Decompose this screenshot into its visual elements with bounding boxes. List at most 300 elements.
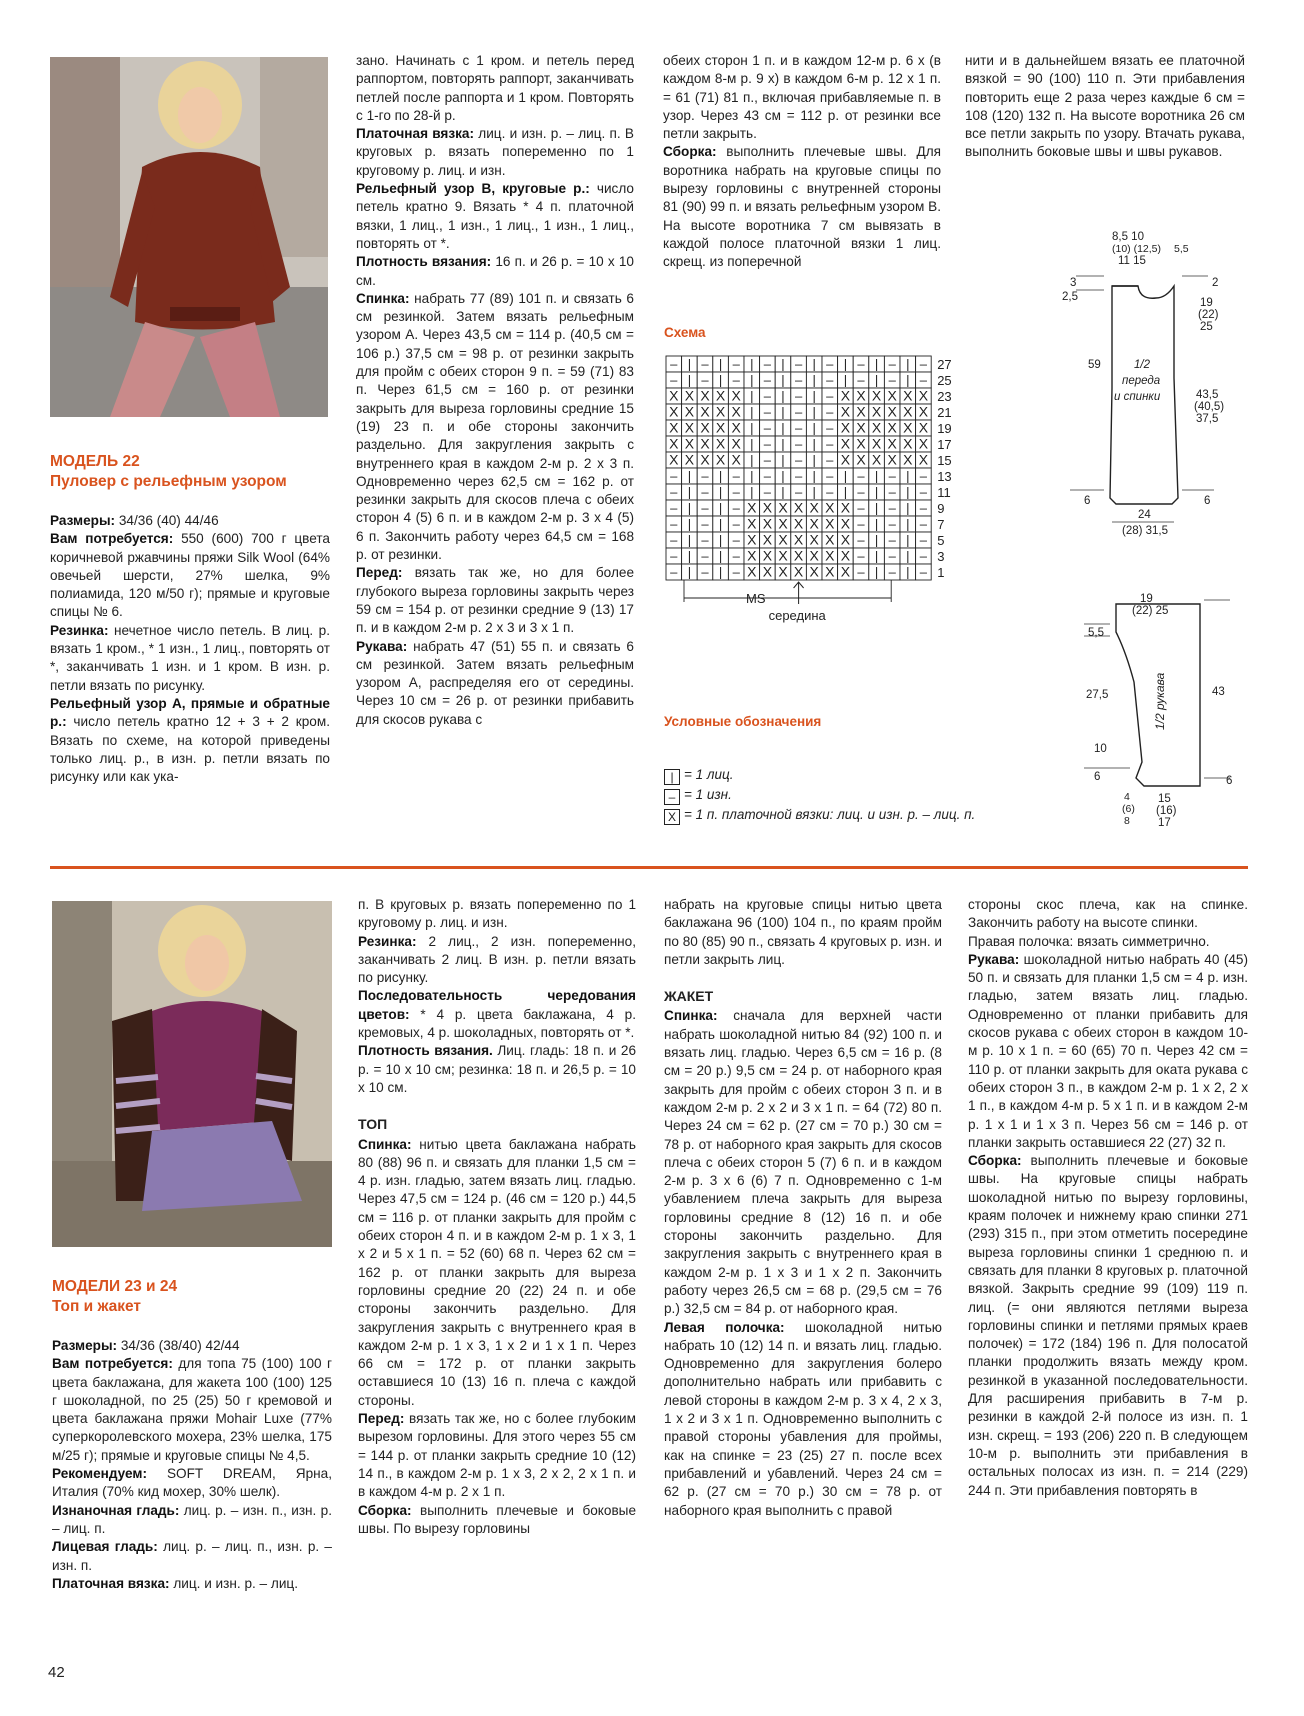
paragraph (50, 530, 330, 621)
paragraph-label: Размеры: (52, 1338, 118, 1353)
scheme-symbol: X (715, 451, 726, 468)
scheme-symbol: | (874, 500, 879, 516)
scheme-symbol: X (825, 499, 835, 516)
scheme-symbol: – (794, 436, 803, 452)
paragraph (358, 987, 636, 1042)
scheme-symbol: | (781, 420, 785, 436)
scheme-symbol: X (825, 515, 835, 532)
scheme-symbol: | (781, 468, 785, 484)
scheme-symbol: | (812, 484, 816, 500)
paragraph-text: шоколадной нитью набрать 40 (45) 50 п. и связать для планки 1,5 см = 4 р. изн. гладью, затем вязать лиц. гладью. Одновременно от планки прибавить для скосов рукава с обеих сторон в каждом 10-м р. 10 х 1 п. = 60 (65) 70 п. Через 42 см = 110 р. от планки закрыть для оката рукава с обеих сторон 3 п., в каждом 2-м р. 1 х 2, 2 х 1 п., в каждом 4-м р. 5 х 1 п. и в каждом 2-м р. 1 х 1 и 1 х 3 п. Через 56 см = 146 р. от планки закрыть оставшиеся 22 (27) 32 п. (968, 951, 1248, 1150)
scheme-symbol: | (750, 372, 754, 388)
body-label3: и спинки (1114, 391, 1161, 403)
scheme-symbol: X (903, 419, 913, 436)
scheme-symbol: X (747, 531, 757, 548)
scheme-symbol: X (840, 387, 851, 404)
paragraph-label: Спинка: (356, 290, 410, 306)
scheme-symbol: – (826, 372, 834, 388)
scheme-symbol: – (888, 548, 896, 564)
scheme-symbol: – (888, 532, 896, 548)
scheme-symbol: X (731, 387, 741, 404)
body-left3: 3 (1070, 277, 1077, 289)
section-divider (50, 866, 1248, 869)
scheme-symbol: – (857, 500, 865, 516)
scheme-symbol: – (701, 484, 709, 500)
scheme-symbol: X (747, 499, 757, 516)
scheme-symbol: X (871, 403, 882, 420)
scheme-symbol: | (843, 484, 848, 500)
paragraph (358, 1502, 636, 1539)
scheme-symbol: | (781, 484, 785, 500)
scheme-symbol: X (747, 563, 757, 580)
body-top2: (10) (12,5) (1112, 243, 1162, 255)
scheme-symbol: – (826, 468, 834, 484)
scheme-symbol: | (843, 468, 848, 484)
paragraph-label: Плотность вязания: (356, 254, 492, 270)
scheme-symbol: | (750, 404, 754, 420)
scheme-symbol: | (687, 548, 692, 564)
scheme-symbol: | (718, 468, 723, 484)
scheme-row-number: 27 (937, 357, 952, 372)
paragraph (358, 933, 636, 988)
scheme-symbol: | (781, 404, 785, 420)
body-armhole: 43,5 (1196, 389, 1219, 401)
paragraph (358, 1410, 636, 1501)
scheme-symbol: – (857, 532, 865, 548)
body-label2: переда (1122, 375, 1161, 387)
body-label1: 1/2 (1134, 359, 1150, 371)
legend-title: Условные обозначения (664, 714, 822, 729)
paragraph (356, 253, 634, 290)
scheme-symbol: X (778, 563, 788, 580)
scheme-symbol: X (871, 419, 882, 436)
scheme-symbol: | (812, 436, 816, 452)
scheme-symbol: | (906, 356, 910, 372)
scheme-symbol: X (856, 435, 866, 452)
scheme-symbol: | (843, 372, 848, 388)
body-width2: (28) 31,5 (1122, 525, 1169, 537)
scheme-ms-label: MS (746, 591, 766, 606)
paragraph-text: вязать так же, но с более глубоким вырезом горловины. Для этого через 55 см = 144 р. от планки закрыть средние 10 (12) 14 п., в каждом 2-м р. 1 х 3, 2 х 2, 2 х 1 п. и в каждом 4-м р. 2 х 1 п. (358, 1411, 636, 1500)
sleeve-bot-l2: (6) (1122, 803, 1135, 815)
scheme-symbol: X (731, 435, 741, 452)
scheme-middle-label: середина (768, 608, 826, 623)
scheme-symbol: X (918, 451, 929, 468)
scheme-symbol: – (701, 532, 709, 548)
scheme-symbol: | (718, 516, 723, 532)
paragraph-text: зано. Начинать с 1 кром. и петель перед раппортом, повторять раппорт, заканчивать петлей после раппорта и 1 кром. Повторять с 1-го по 28-й р. (356, 53, 634, 123)
scheme-symbol: – (670, 564, 678, 580)
scheme-symbol: X (840, 563, 851, 580)
scheme-symbol: X (903, 435, 913, 452)
scheme-symbol: | (874, 548, 879, 564)
scheme-row-number: 25 (937, 373, 952, 388)
scheme-symbol: – (857, 484, 865, 500)
body-armhole2: (40,5) (1194, 401, 1225, 413)
scheme-symbol: X (762, 515, 773, 532)
scheme-symbol: X (793, 499, 804, 516)
paragraph (50, 512, 330, 530)
paragraph-label: Левая полочка: (664, 1319, 785, 1335)
scheme-symbol: – (826, 436, 834, 452)
scheme-symbol: | (906, 372, 910, 388)
scheme-symbol: | (781, 388, 785, 404)
paragraph (664, 1007, 942, 1318)
scheme-symbol: | (687, 484, 692, 500)
model-23-24-col1 (52, 1337, 332, 1593)
body-top-r: 5,5 (1174, 243, 1189, 255)
scheme-symbol: – (763, 484, 772, 500)
paragraph-text: 16 п. и 26 р. = 10 х 10 см. (356, 254, 634, 288)
paragraph (50, 622, 330, 695)
paragraph-text: лиц. и изн. р. – лиц. (169, 1575, 298, 1591)
scheme-symbol: X (715, 419, 726, 436)
scheme-symbol: – (826, 356, 834, 372)
paragraph-label: Спинка: (664, 1008, 718, 1024)
paragraph (663, 143, 941, 271)
scheme-symbol: – (826, 420, 834, 436)
scheme-symbol: | (718, 500, 723, 516)
paragraph-text: лиц. р. – изн. п., изн. р. – лиц. п. (52, 1502, 332, 1536)
scheme-symbol: – (701, 468, 709, 484)
scheme-symbol: | (687, 356, 692, 372)
scheme-symbol: X (809, 563, 819, 580)
scheme-symbol: – (763, 372, 772, 388)
paragraph-text: нитью цвета баклажана набрать 80 (88) 96 п. и связать для планки 1,5 см = 4 р. изн. гладью, затем вязать лиц. гладью. Через 47,5 см = 124 р. (46 см = 120 р.) 44,5 см = 116 р. от планки закрыть для пройм с обеих сторон 4 п. и в каждом 2-м р. 1 х 3, 1 х 2 и 5 х 1 п. = 52 (60) 68 п. Через 62 см = 162 р. от планки закрыть для выреза горловины средние 20 (22) 24 п. и обе стороны закончить раздельно. Для закругления закрыть с внутреннего края в каждом 2-м р. 1 х 3, 1 х 2 и 1 х 1 п. Через 66 см = 172 р. от планки закрыть оставшиеся 10 (13) 16 п. плеча с каждой стороны. (358, 1136, 636, 1408)
scheme-symbol: – (919, 356, 928, 372)
scheme-symbol: – (794, 372, 803, 388)
scheme-symbol: X (669, 435, 679, 452)
model-22-photo (50, 57, 328, 417)
scheme-symbol: | (781, 356, 785, 372)
scheme-symbol: | (906, 532, 910, 548)
model-22-title: МОДЕЛЬ 22 (50, 453, 140, 470)
scheme-row-number: 21 (937, 405, 952, 420)
body-right2: 2 (1212, 277, 1219, 289)
paragraph-label: Рукава: (968, 951, 1020, 967)
scheme-symbol: – (919, 484, 928, 500)
scheme-symbol: X (762, 499, 773, 516)
paragraph-label: Рукава: (356, 638, 408, 654)
scheme-symbol: – (919, 548, 928, 564)
legend-text: = 1 п. платочной вязки: лиц. и изн. р. – лиц. п. (684, 807, 976, 822)
paragraph-text: выполнить плечевые и боковые швы. По вырезу горловины (358, 1502, 636, 1536)
sleeve-bot-r3: 17 (1158, 817, 1171, 829)
scheme-symbol: X (840, 403, 851, 420)
paragraph (52, 1538, 332, 1575)
scheme-symbol: – (888, 468, 896, 484)
scheme-symbol: X (778, 515, 788, 532)
paragraph-text: выполнить плечевые швы. Для воротника набрать на круговые спицы по вырезу горловины с внутренней стороны 81 (90) 99 п. и вязать рельефным узором В. На высоте воротника 7 см вывязать в каждой полосе платочной вязки 1 лиц. скрещ. из поперечной (663, 144, 941, 270)
scheme-symbol: X (809, 547, 819, 564)
scheme-symbol: | (843, 356, 848, 372)
model-22-subtitle: Пуловер с рельефным узором (50, 473, 287, 490)
scheme-row-number: 5 (937, 533, 945, 548)
scheme-symbol: X (809, 515, 819, 532)
scheme-symbol: X (778, 499, 788, 516)
legend-row (664, 765, 975, 785)
scheme-symbol: – (888, 516, 896, 532)
scheme-row-number: 7 (937, 517, 945, 532)
scheme-symbol: X (700, 387, 710, 404)
scheme-symbol: – (857, 356, 865, 372)
scheme-symbol: | (906, 548, 910, 564)
scheme-symbol: X (825, 563, 835, 580)
scheme-symbol: – (670, 532, 678, 548)
scheme-row-number: 1 (937, 565, 945, 580)
section-heading: ЖАКЕТ (664, 988, 714, 1005)
scheme-row-number: 9 (937, 501, 945, 516)
model-22-col3 (663, 52, 941, 272)
scheme-symbol: – (732, 532, 740, 548)
scheme-symbol: | (750, 388, 754, 404)
paragraph-text: п. В круговых р. вязать попеременно по 1 круговому р. лиц. и изн. (358, 897, 636, 931)
scheme-symbol: – (763, 436, 772, 452)
paragraph-label: Перед: (358, 1411, 405, 1427)
body-rib-r: 6 (1204, 495, 1211, 507)
sleeve-rib-r: 6 (1226, 775, 1233, 787)
sleeve-bot-l: 4 (1124, 791, 1130, 803)
model-23-24-col2 (358, 896, 636, 1538)
model-22-photo-art (50, 57, 328, 417)
scheme-symbol: | (718, 564, 723, 580)
scheme-symbol: | (812, 452, 816, 468)
section-heading: ТОП (358, 1116, 388, 1133)
scheme-symbol: | (718, 532, 723, 548)
scheme-symbol: X (715, 387, 726, 404)
paragraph (663, 52, 941, 143)
scheme-symbol: X (856, 451, 866, 468)
sleeve-label: 1/2 рукава (1153, 672, 1167, 730)
scheme-symbol: – (826, 404, 834, 420)
scheme-symbol: – (732, 372, 740, 388)
scheme-symbol: X (840, 531, 851, 548)
paragraph-text: число петель кратно 12 + 3 + 2 кром. Вязать по схеме, на которой приведены только лиц. р., в изн. р. петли вязать по рисунку или как ука- (50, 714, 330, 785)
scheme-symbol: | (812, 420, 816, 436)
scheme-symbol: X (731, 419, 741, 436)
sleeve-bot-r2: (16) (1156, 805, 1177, 817)
scheme-symbol: X (778, 547, 788, 564)
body-height: 59 (1088, 359, 1101, 371)
scheme-symbol: X (793, 563, 804, 580)
paragraph (356, 638, 634, 729)
scheme-symbol: – (763, 420, 772, 436)
paragraph-text: обеих сторон 1 п. и в каждом 12-м р. 6 х (в каждом 8-м р. 9 х) в каждом 6-м р. 12 х 1 п. = 61 (71) 81 п., включая прибавляемые п. в узор. Через 43 см = 112 р. от резинки все петли закрыть. (663, 53, 941, 142)
sleeve-bot-l3: 8 (1124, 815, 1130, 827)
legend-symbol: – (664, 789, 680, 805)
scheme-symbol: | (687, 372, 692, 388)
paragraph-label: Рельефный узор А, прямые и обратные р.: (50, 695, 330, 730)
paragraph-label: Сборка: (358, 1502, 412, 1518)
scheme-symbol: X (793, 531, 804, 548)
paragraph (356, 564, 634, 637)
scheme-symbol: | (874, 564, 879, 580)
scheme-symbol: – (763, 356, 772, 372)
scheme-symbol: – (670, 548, 678, 564)
paragraph-label: Вам потребуется: (52, 1356, 173, 1372)
scheme-symbol: – (763, 404, 772, 420)
scheme-symbol: X (684, 451, 695, 468)
legend-text: = 1 изн. (684, 787, 732, 802)
scheme-symbol: – (732, 500, 740, 516)
scheme-symbol: | (750, 484, 754, 500)
scheme-symbol: – (888, 500, 896, 516)
scheme-symbol: | (781, 372, 785, 388)
sleeve-top2: (22) 25 (1132, 605, 1169, 617)
scheme-symbol: – (919, 372, 928, 388)
scheme-symbol: X (840, 499, 851, 516)
scheme-symbol: X (778, 531, 788, 548)
body-rs2: (22) (1198, 309, 1219, 321)
scheme-symbol: X (825, 531, 835, 548)
paragraph (356, 180, 634, 253)
paragraph-text: Лиц. гладь: 18 п. и 26 р. = 10 х 10 см; резинка: 18 п. и 26,5 р. = 10 х 10 см. (358, 1043, 637, 1095)
paragraph (358, 1136, 636, 1410)
scheme-symbol: – (794, 420, 803, 436)
scheme-symbol: – (857, 468, 865, 484)
paragraph-label: Сборка: (968, 1153, 1022, 1169)
scheme-symbol: – (794, 468, 803, 484)
scheme-symbol: X (747, 547, 757, 564)
sleeve-pattern-diagram (1080, 592, 1260, 832)
scheme-symbol: X (903, 451, 913, 468)
scheme-symbol: – (670, 516, 678, 532)
scheme-symbol: – (701, 356, 709, 372)
scheme-symbol: | (687, 500, 692, 516)
scheme-symbol: – (732, 516, 740, 532)
scheme-symbol: – (701, 372, 709, 388)
scheme-symbol: X (918, 435, 929, 452)
model-23-24-photo-art (52, 901, 332, 1247)
paragraph (968, 951, 1248, 1152)
paragraph-text: 2 лиц., 2 изн. попеременно, заканчивать 2 лиц. В изн. р. петли вязать по рисунку. (358, 933, 636, 986)
paragraph-label: Лицевая гладь: (52, 1539, 158, 1555)
paragraph-label: Спинка: (358, 1136, 412, 1152)
scheme-symbol: | (781, 452, 785, 468)
model-22-col4 (965, 52, 1245, 162)
scheme-symbol: X (715, 403, 726, 420)
scheme-symbol: | (750, 452, 754, 468)
scheme-symbol: – (763, 468, 772, 484)
scheme-symbol: | (812, 404, 816, 420)
scheme-symbol: X (731, 403, 741, 420)
paragraph (52, 1465, 332, 1502)
paragraph (664, 1319, 942, 1520)
scheme-symbol: – (826, 484, 834, 500)
scheme-symbol: X (887, 403, 897, 420)
scheme-symbol: X (669, 451, 679, 468)
model-23-24-photo (52, 901, 332, 1247)
scheme-row-number: 19 (937, 421, 952, 436)
scheme-symbol: X (840, 451, 851, 468)
paragraph-text: набрать 77 (89) 101 п. и связать 6 см резинкой. Затем вязать рельефным узором А. Через 43,5 см = 114 р. (40,5 см = 106 р.) 37,5 см = 98 р. от резинки закрыть для пройм с обеих сторон 9 п. = 59 (71) 83 п. Через 61,5 см = 160 р. от резинки закрыть для выреза горловины средние 15 (19) 23 п. и обе стороны закончить раздельно. Для закругления закрыть с внутреннего края в каждом 2-м р. 2 х 3 п. Одновременно через 62,5 см = 162 р. от резинки закрыть для скосов плеча с обеих сторон 4 (5) 6 п. и в каждом 2-м р. 3 х 4 (5) 6 п. Закончить работу через 64,5 см = 168 р. от резинки. (356, 290, 634, 563)
scheme-symbol: | (812, 356, 816, 372)
paragraph (356, 52, 634, 125)
scheme-symbol: X (887, 451, 897, 468)
scheme-symbol: – (732, 468, 740, 484)
paragraph (968, 933, 1248, 951)
paragraph (52, 1337, 332, 1355)
scheme-symbol: – (794, 452, 803, 468)
scheme-symbol: – (701, 516, 709, 532)
sleeve-total: 43 (1212, 686, 1225, 698)
scheme-symbol: X (840, 547, 851, 564)
scheme-symbol: X (684, 387, 695, 404)
paragraph-label: Резинка: (358, 933, 417, 949)
scheme-symbol: X (762, 531, 773, 548)
scheme-symbol: | (687, 532, 692, 548)
scheme-symbol: – (670, 484, 678, 500)
scheme-middle-arrow (794, 582, 804, 604)
paragraph (52, 1355, 332, 1465)
scheme-symbol: – (919, 564, 928, 580)
scheme-symbol: | (874, 468, 879, 484)
sleeve-rib-l: 6 (1094, 771, 1101, 783)
legend-row (664, 805, 975, 825)
model-22-col2 (356, 52, 634, 729)
paragraph-label: Платочная вязка: (356, 126, 475, 142)
scheme-symbol: | (874, 356, 879, 372)
scheme-symbol: X (887, 387, 897, 404)
paragraph (356, 290, 634, 564)
scheme-symbol: – (857, 516, 865, 532)
scheme-title: Схема (664, 325, 706, 340)
scheme-symbol: – (794, 356, 803, 372)
scheme-symbol: X (700, 419, 710, 436)
scheme-symbol: | (874, 372, 879, 388)
body-width: 24 (1138, 509, 1151, 521)
paragraph-text: лиц. р. – лиц. п., изн. р. – изн. п. (52, 1539, 332, 1573)
scheme-symbol: X (840, 435, 851, 452)
paragraph (358, 1042, 636, 1097)
paragraph-label: Плотность вязания. (358, 1043, 493, 1059)
scheme-symbol: X (871, 435, 882, 452)
sleeve-lower: 10 (1094, 743, 1107, 755)
scheme-symbol: X (669, 419, 679, 436)
scheme-symbol: X (669, 403, 679, 420)
scheme-symbol: X (918, 403, 929, 420)
paragraph-label: Рекомендуем: (52, 1466, 148, 1482)
scheme-symbol: | (906, 500, 910, 516)
paragraph (358, 896, 636, 933)
legend-text: = 1 лиц. (684, 767, 734, 782)
scheme-symbol: X (871, 451, 882, 468)
scheme-symbol: X (762, 547, 773, 564)
scheme-symbol: – (857, 564, 865, 580)
paragraph-text: набрать на круговые спицы нитью цвета баклажана 96 (100) 104 п., по краям пройм по 80 (85) 90 п., связать 4 круговых р. изн. и петли закрыть лиц. (664, 897, 942, 967)
scheme-symbol: | (906, 468, 910, 484)
scheme-symbol: X (840, 515, 851, 532)
scheme-symbol: | (718, 548, 723, 564)
paragraph (968, 896, 1248, 933)
scheme-symbol: | (687, 468, 692, 484)
scheme-symbol: | (906, 484, 910, 500)
scheme-symbol: X (856, 387, 866, 404)
paragraph-text: для топа 75 (100) 100 г цвета баклажана, для жакета 100 (100) 125 г шоколадной, по 25 (25) 50 г кремовой и цвета баклажана пряжи Mohair Luxe (77% суперкоролевского мохера, 23% шелка, 175 м/25 г); прямые и круговые спицы № 4,5. (52, 1356, 332, 1463)
scheme-symbol: X (809, 531, 819, 548)
paragraph-text: нечетное число петель. В лиц. р. вязать 1 кром., * 1 изн., 1 лиц., повторять от *, заканчивать 1 изн. и 1 кром. В изн. р. петли вязать по рисунку. (50, 622, 330, 693)
model-23-24-col3 (664, 896, 942, 1520)
scheme-symbol: | (874, 484, 879, 500)
scheme-row-number: 11 (937, 485, 951, 500)
paragraph-label: Резинка: (50, 622, 109, 638)
scheme-symbol: – (670, 356, 678, 372)
scheme-symbol: – (826, 388, 834, 404)
legend (664, 765, 975, 825)
scheme-symbol: X (856, 403, 866, 420)
paragraph-label: Рельефный узор В, круговые р.: (356, 181, 590, 197)
scheme-symbol: – (732, 356, 740, 372)
